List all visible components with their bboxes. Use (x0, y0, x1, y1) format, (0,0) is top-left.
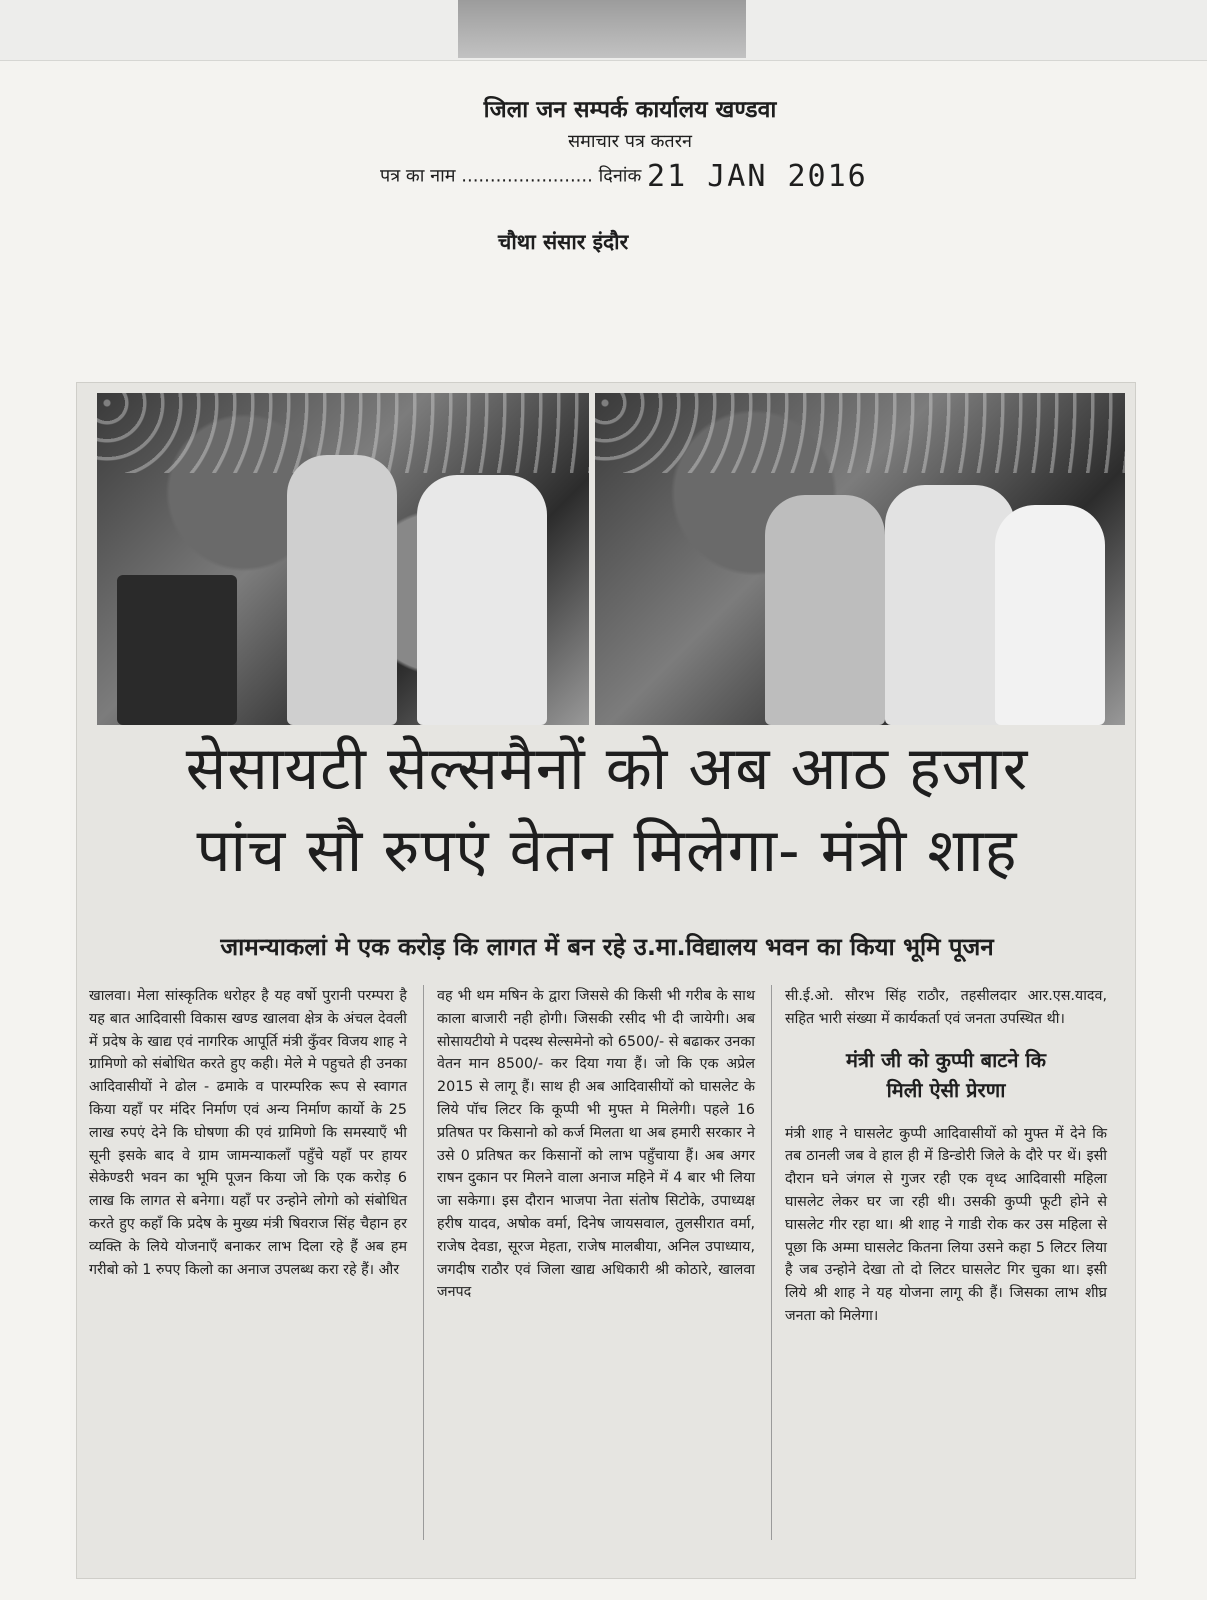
column-divider-2 (771, 985, 772, 1540)
column-3-top-text: सी.ई.ओ. सौरभ सिंह राठौर, तहसीलदार आर.एस.यादव, सहित भारी संख्या में कार्यकर्ता एवं जनता उपस्थित थी। (785, 988, 1107, 1027)
box-title-line-1: मंत्री जी को कुप्पी बाटने कि (846, 1047, 1046, 1072)
newspaper-name-stamp: चौथा संसार इंदौर (498, 229, 629, 254)
article-column-2 (437, 985, 755, 1304)
box-title-line-2: मिली ऐसी प्रेरणा (886, 1077, 1006, 1102)
headline-line-1: सेसायटी सेल्समैनों को अब आठ हजार (185, 734, 1029, 804)
article-column-1 (89, 985, 407, 1281)
column-3-bottom-text: मंत्री शाह ने घासलेट कुप्पी आदिवासीयों को मुफ्त में देने कि तब ठानली जब वे हाल ही में डिन्डोरी जिले के दौरे पर थें। इसी दौरान घने जंगल से गुजर रही एक वृध्द आदिवासी महिला घासलेट लेकर घर जा रही थी। उसकी कुप्पी फूटी होने से घासलेट गीर रहा था। श्री शाह ने गाडी रोक कर उस महिला से पूछा कि अम्मा घासलेट कितना लिया उसने कहा 5 लिटर लिया है जब उन्होने देखा तो दो लिटर घासलेट गिर चुका था। इसी लिये श्री शाह ने यह योजना लागू की हैं। जिसका लाभ शीघ्र जनता को मिलेगा। (785, 1125, 1107, 1324)
paper-dots: ....................... (461, 165, 593, 187)
scan-tab (458, 0, 746, 58)
date-label: दिनांक (598, 165, 642, 187)
paper-label: पत्र का नाम (380, 165, 456, 187)
dateline (380, 159, 980, 194)
subheadline: जामन्याकलां मे एक करोड़ कि लागत में बन रहे उ.मा.विद्यालय भवन का किया भूमि पूजन (220, 933, 994, 961)
box-title (785, 1045, 1107, 1105)
news-clipping (76, 382, 1136, 1579)
office-name: जिला जन सम्पर्क कार्यालय खण्डवा (483, 97, 777, 123)
clipping-subtitle: समाचार पत्र कतरन (567, 131, 693, 152)
photo-left (97, 393, 589, 725)
photo-right (595, 393, 1125, 725)
column-2-text: वह भी थम मषिन के द्वारा जिससे की किसी भी गरीब के साथ काला बाजारी नही होगी। जिसकी रसीद भी दी जायेगी। अब सोसायटीयो मे पदस्थ सेल्समेनो को 6500/- से बढाकर उनका वेतन मान 8500/- कर दिया गया हैं। जो कि एक अप्रेल 2015 से लागू हैं। साथ ही अब आदिवासीयों को घासलेट के लिये पॉच लिटर कि कूप्पी भी मुफ्त मे मिलेगी। पहले 16 प्रतिषत पर किसानो को कर्ज मिलता था अब हमारी सरकार ने उसे 0 प्रतिषत कर किसानों को लाभ पहुँचाया हैं। अब अगर राषन दुकान पर मिलने वाला अनाज महिने में 4 बार भी लिया जा सकेगा। इस दौरान भाजपा नेता संतोष सिटोके, उपाध्यक्ष हरीष यादव, अषोक वर्मा, दिनेष जायसवाल, तुलसीरात वर्मा, राजेष देवडा, सूरज मेहता, राजेष मालबीया, अनिल उपाध्याय, जगदीष राठौर एवं जिला खाद्य अधिकारी श्री कोठारे, खालवा जनपद (437, 988, 755, 1301)
scan-top-strip (0, 0, 1207, 61)
article-column-3 (785, 985, 1107, 1328)
headline-line-2: पांच सौ रुपएं वेतन मिलेगा- मंत्री शाह (196, 816, 1018, 886)
column-1-text: खालवा। मेला सांस्कृतिक धरोहर है यह वर्षो पुरानी परम्परा है यह बात आदिवासी विकास खण्ड खालवा क्षेत्र के अंचल देवली में प्रदेष के खाद्य एवं नागरिक आपूर्ति मंत्री कुँवर विजय शाह ने ग्रामिणो को संबोधित करते हुए कही। मेले मे पहुचते ही उनका आदिवासीयों ने ढोल - ढमाके व पारम्परिक रूप से स्वागत किया यहाँ पर मंदिर निर्माण एवं अन्य निर्माण कार्यो के 25 लाख रुपएं देने कि घोषणा की एवं ग्रामिणो कि समस्याएँ भी सूनी इसके बाद वे ग्राम जामन्याकलाँ पहुँचे यहाँ पर हायर सेकेण्डरी भवन का भूमि पूजन किया जो कि एक करोड़ 6 लाख कि लागत से बनेगा। यहाँ पर उन्होने लोगो को संबोधित करते हुए कहाँ कि प्रदेष के मुख्य मंत्री षिवराज सिंह चैहान हर व्यक्ति के लिये योजनाएँ बनाकर लाभ दिला रहे हैं अब हम गरीबो को 1 रुपए किलो का अनाज उपलब्ध करा रहे हैं। और (89, 988, 407, 1278)
headline (97, 728, 1117, 892)
clipping-header (380, 92, 980, 194)
date-stamp: 21 JAN 2016 (647, 159, 868, 194)
column-divider-1 (423, 985, 424, 1540)
